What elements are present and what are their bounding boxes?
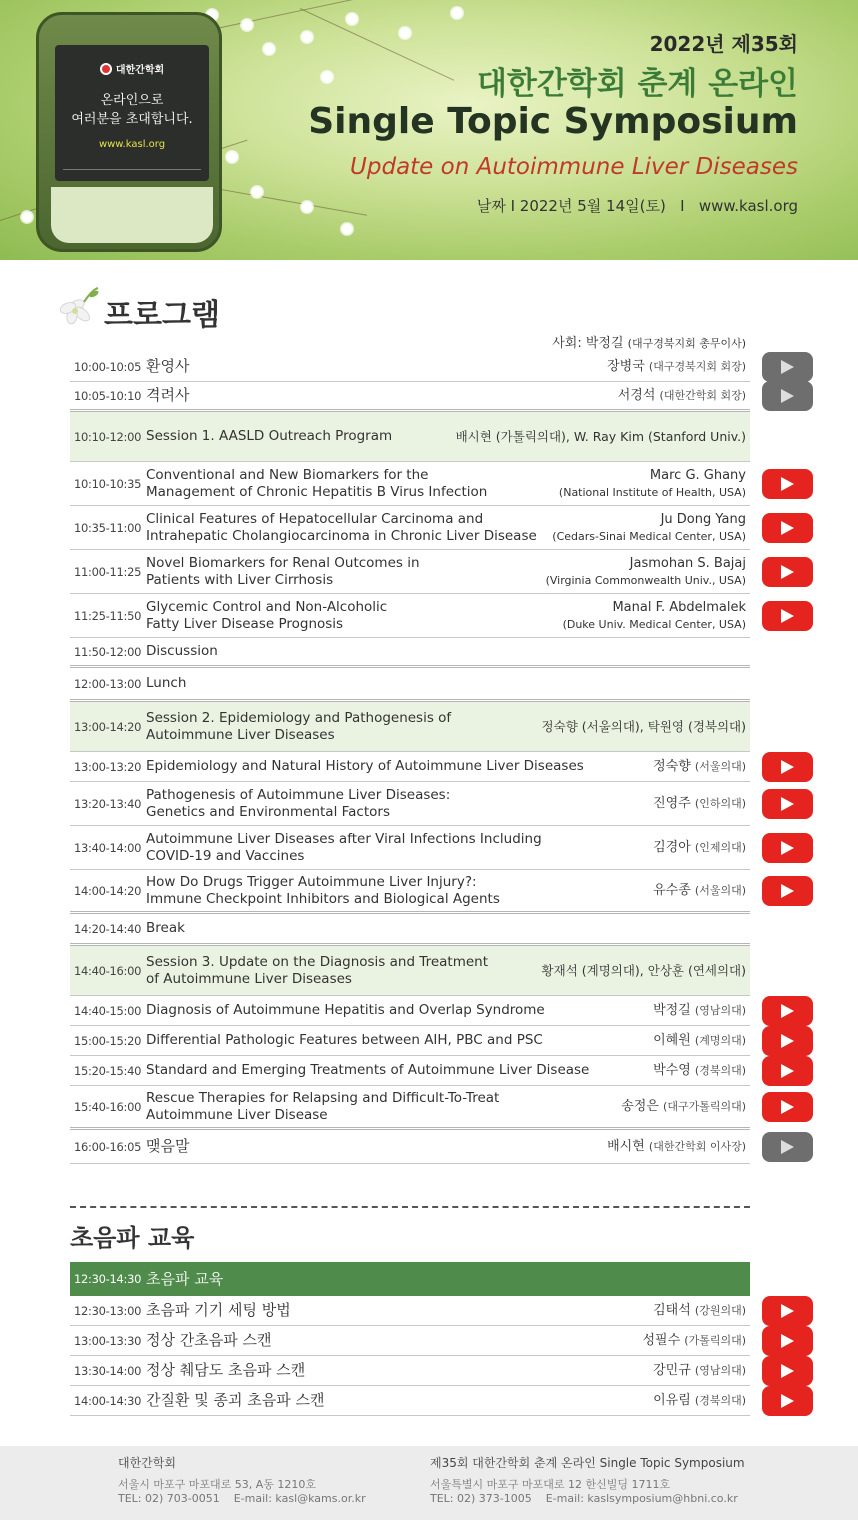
speaker-name: 진영주: [653, 796, 691, 811]
play-video-button[interactable]: [762, 789, 813, 819]
talk-title-line2: Autoimmune Liver Diseases: [146, 726, 335, 743]
talk-title: [146, 1392, 653, 1409]
session-row: [70, 702, 750, 752]
play-video-button[interactable]: [762, 352, 813, 382]
time-slot: 16:00-16:05: [74, 1139, 142, 1154]
talk-title-line1: 정상 간초음파 스캔: [146, 1331, 272, 1349]
talk-title-line1: 맺음말: [146, 1137, 190, 1155]
time-slot: 14:20-14:40: [74, 921, 142, 936]
play-icon: [781, 609, 794, 623]
talk-title-line1: Session 3. Update on the Diagnosis and Treatment: [146, 953, 489, 970]
talk-title: [146, 1090, 621, 1124]
talk-title-line1: Rescue Therapies for Relapsing and Difficult-To-Treat: [146, 1089, 500, 1106]
time-slot: 12:00-13:00: [74, 676, 142, 691]
speaker: [653, 758, 750, 775]
play-video-button[interactable]: [762, 1092, 813, 1122]
phone-logo: [55, 61, 209, 76]
talk-title: [146, 428, 456, 445]
speaker-name: 서경석: [617, 388, 656, 403]
talk-title: [146, 1271, 750, 1288]
speaker-affiliation: (서울의대): [694, 884, 746, 897]
table-row: [70, 1026, 750, 1056]
speaker-affiliation: (Duke Univ. Medical Center, USA): [562, 617, 746, 631]
time-slot: 10:10-12:00: [74, 429, 142, 444]
speaker: [621, 1098, 750, 1115]
speaker-affiliation: (경북의대): [694, 1394, 746, 1407]
speaker-name: 성필수: [642, 1333, 681, 1348]
speaker: [653, 1002, 750, 1019]
phone-message-line1: 온라인으로: [100, 93, 164, 108]
speaker: [559, 467, 750, 501]
speaker-name: 배시현 (가톨릭의대), W. Ray Kim (Stanford Univ.): [455, 429, 746, 444]
table-row: [70, 1296, 750, 1326]
speaker-name: 강민규: [653, 1363, 691, 1378]
session-row: [70, 412, 750, 462]
talk-title: [146, 1032, 653, 1049]
footer-secretariat: [430, 1456, 745, 1506]
table-row: [70, 826, 750, 870]
play-video-button[interactable]: [762, 513, 813, 543]
speaker: [563, 599, 750, 633]
speaker-name: 유수종: [653, 883, 691, 898]
talk-title-line1: 환영사: [146, 357, 190, 375]
talk-title-line2: Immune Checkpoint Inhibitors and Biological Agents: [146, 890, 500, 907]
moderator: [552, 332, 746, 351]
talk-title: [146, 358, 607, 375]
speaker-affiliation: (가톨릭의대): [684, 1334, 746, 1347]
talk-title-line1: 초음파 교육: [146, 1269, 224, 1288]
play-icon: [781, 1304, 794, 1318]
talk-title: [146, 874, 653, 908]
footer-kasl: [118, 1456, 366, 1506]
time-slot: 13:30-14:00: [74, 1363, 142, 1378]
time-slot: 11:50-12:00: [74, 644, 142, 659]
time-slot: 14:40-16:00: [74, 963, 142, 978]
speaker-affiliation: (인제의대): [694, 841, 746, 854]
talk-title-line1: Autoimmune Liver Diseases after Viral Infections Including: [146, 830, 542, 847]
table-row: [70, 668, 750, 702]
speaker-affiliation: (계명의대): [694, 1034, 746, 1047]
speaker: [653, 1362, 750, 1379]
play-video-button[interactable]: [762, 1026, 813, 1056]
talk-title-line2: Fatty Liver Disease Prognosis: [146, 615, 344, 632]
talk-title-line1: Standard and Emerging Treatments of Autoimmune Liver Disease: [146, 1062, 590, 1078]
moderator-name: 사회: 박정길: [552, 336, 624, 351]
play-video-button[interactable]: [762, 1056, 813, 1086]
table-row: [70, 462, 750, 506]
talk-title-line1: 격려사: [146, 386, 190, 404]
time-slot: 13:40-14:00: [74, 840, 142, 855]
speaker-name: 황재석 (계명의대), 안상훈 (연세의대): [541, 963, 746, 978]
time-slot: 11:25-11:50: [74, 608, 142, 623]
talk-title-line1: 간질환 및 종괴 초음파 스캔: [146, 1391, 325, 1409]
talk-title: [146, 387, 618, 404]
blossom-icon: [340, 222, 354, 236]
talk-title: [146, 643, 750, 660]
play-video-button[interactable]: [762, 557, 813, 587]
talk-title: [146, 1138, 607, 1155]
time-slot: 14:00-14:20: [74, 883, 142, 898]
time-slot: 14:00-14:30: [74, 1393, 142, 1408]
speaker: [456, 428, 750, 445]
talk-title: [146, 1002, 653, 1019]
table-row: [70, 1262, 750, 1296]
talk-title-line2: Management of Chronic Hepatitis B Virus Infection: [146, 483, 488, 500]
talk-title-line2: Patients with Liver Cirrhosis: [146, 571, 334, 588]
speaker-affiliation: (영남의대): [694, 1004, 746, 1017]
header-banner: [0, 0, 858, 260]
blossom-icon: [240, 18, 254, 32]
table-row: [70, 506, 750, 550]
talk-title: [146, 1332, 642, 1349]
time-slot: 15:40-16:00: [74, 1099, 142, 1114]
talk-title-line1: Discussion: [146, 643, 218, 659]
speaker: [642, 1332, 750, 1349]
play-video-button[interactable]: [762, 1326, 813, 1356]
talk-title: [146, 1362, 653, 1379]
session-row: [70, 946, 750, 996]
ultrasound-title: 초음파 교육: [70, 1224, 195, 1252]
play-icon: [781, 389, 794, 403]
talk-title: [146, 920, 750, 937]
play-icon: [781, 841, 794, 855]
play-video-button[interactable]: [762, 1296, 813, 1326]
speaker-name: Marc G. Ghany: [649, 467, 746, 483]
speaker-name: 정숙향: [653, 759, 691, 774]
speaker: [618, 387, 750, 404]
blossom-icon: [300, 30, 314, 44]
speaker-name: 박정길: [653, 1003, 691, 1018]
talk-title: [146, 599, 563, 633]
speaker-name: 박수영: [653, 1063, 691, 1078]
time-slot: 10:10-10:35: [74, 476, 142, 491]
speaker-name: 이혜원: [653, 1033, 691, 1048]
time-slot: 10:35-11:00: [74, 520, 142, 535]
blossom-icon: [250, 185, 264, 199]
speaker: [542, 718, 750, 735]
footer-kasl-name: 대한간학회: [118, 1456, 176, 1470]
time-slot: 13:00-13:20: [74, 759, 142, 774]
talk-title: [146, 1062, 653, 1079]
play-icon: [781, 1364, 794, 1378]
table-row: [70, 594, 750, 638]
kasl-logo-icon: [100, 63, 112, 75]
table-row: [70, 1056, 750, 1086]
blossom-icon: [450, 6, 464, 20]
play-video-button[interactable]: [762, 752, 813, 782]
time-slot: 13:20-13:40: [74, 796, 142, 811]
play-icon: [781, 884, 794, 898]
table-row: [70, 782, 750, 826]
speaker: [653, 882, 750, 899]
blossom-icon: [262, 42, 276, 56]
event-subtitle: Update on Autoimmune Liver Diseases: [350, 154, 798, 180]
talk-title-line1: Differential Pathologic Features between AIH, PBC and PSC: [146, 1032, 543, 1048]
talk-title: [146, 710, 542, 744]
event-title-korean: 대한간학회 춘계 온라인: [476, 66, 798, 102]
speaker-name: 배시현: [607, 1139, 645, 1154]
table-row: [70, 752, 750, 782]
speaker: [607, 1138, 750, 1155]
table-row: [70, 1130, 750, 1164]
speaker-affiliation: (대구경북지회 회장): [648, 360, 746, 373]
talk-title: [146, 787, 653, 821]
table-row: [70, 1326, 750, 1356]
talk-title-line1: Clinical Features of Hepatocellular Carcinoma and: [146, 510, 484, 527]
table-row: [70, 550, 750, 594]
event-date: 날짜 I 2022년 5월 14일(토) I www.kasl.org: [476, 197, 798, 215]
speaker: [653, 795, 750, 812]
speaker-affiliation: (National Institute of Health, USA): [558, 485, 746, 499]
phone-illustration: [36, 12, 222, 252]
phone-message-line2: 여러분을 초대합니다.: [71, 112, 193, 127]
time-slot: 10:00-10:05: [74, 359, 142, 374]
speaker-name: Ju Dong Yang: [660, 511, 746, 527]
table-row: [70, 996, 750, 1026]
play-video-button[interactable]: [762, 381, 813, 411]
speaker: [552, 511, 750, 545]
time-slot: 13:00-14:20: [74, 719, 142, 734]
event-edition: 2022년 제35회: [649, 32, 798, 56]
talk-title-line2: Intrahepatic Cholangiocarcinoma in Chronic Liver Disease: [146, 527, 537, 544]
speaker: [653, 1392, 750, 1409]
section-divider: [70, 1206, 750, 1208]
talk-title-line1: Glycemic Control and Non-Alcoholic: [146, 598, 388, 615]
table-row: [70, 638, 750, 668]
program-table: [70, 352, 750, 1164]
play-icon: [781, 1334, 794, 1348]
speaker-affiliation: (서울의대): [694, 760, 746, 773]
talk-title: [146, 555, 546, 589]
footer-kasl-address: 서울시 마포구 마포대로 53, A동 1210호: [118, 1478, 317, 1491]
play-icon: [781, 521, 794, 535]
play-icon: [781, 477, 794, 491]
play-video-button[interactable]: [762, 469, 813, 499]
talk-title-line2: Genetics and Environmental Factors: [146, 803, 390, 820]
table-row: [70, 1086, 750, 1130]
play-icon: [781, 1064, 794, 1078]
play-icon: [781, 1140, 794, 1154]
talk-title-line1: Session 2. Epidemiology and Pathogenesis of: [146, 709, 452, 726]
time-slot: 12:30-13:00: [74, 1303, 142, 1318]
footer-secretariat-contact: TEL: 02) 373-1005 E-mail: kaslsymposium@hbni.co.kr: [430, 1492, 738, 1505]
speaker-affiliation: (강원의대): [694, 1304, 746, 1317]
blossom-icon: [300, 200, 314, 214]
moderator-affiliation: (대구경북지회 총무이사): [627, 337, 746, 350]
time-slot: 11:00-11:25: [74, 564, 142, 579]
speaker-affiliation: (인하의대): [694, 797, 746, 810]
blossom-icon: [398, 26, 412, 40]
speaker: [653, 839, 750, 856]
play-video-button[interactable]: [762, 833, 813, 863]
phone-screen: [55, 45, 209, 181]
talk-title: [146, 675, 750, 692]
ultrasound-table: [70, 1262, 750, 1416]
talk-title-line1: Conventional and New Biomarkers for the: [146, 466, 429, 483]
speaker-name: Manal F. Abdelmalek: [612, 599, 746, 615]
play-icon: [781, 1394, 794, 1408]
play-video-button[interactable]: [762, 996, 813, 1026]
time-slot: 10:05-10:10: [74, 388, 142, 403]
player-controls-icon: [63, 169, 201, 175]
speaker-affiliation: (경북의대): [694, 1064, 746, 1077]
play-icon: [781, 565, 794, 579]
table-row: [70, 382, 750, 412]
time-slot: 14:40-15:00: [74, 1003, 142, 1018]
speaker-name: 이유림: [653, 1393, 691, 1408]
phone-message: [55, 91, 209, 129]
talk-title-line1: Novel Biomarkers for Renal Outcomes in: [146, 554, 420, 571]
speaker-affiliation: (대구가톨릭의대): [663, 1100, 746, 1113]
play-icon: [781, 1100, 794, 1114]
talk-title: [146, 954, 542, 988]
play-video-button[interactable]: [762, 876, 813, 906]
program-title: 프로그램: [104, 298, 220, 333]
talk-title-line1: Session 1. AASLD Outreach Program: [146, 428, 393, 444]
table-row: [70, 1356, 750, 1386]
speaker: [546, 555, 750, 589]
play-video-button[interactable]: [762, 601, 813, 631]
phone-url: www.kasl.org: [98, 139, 166, 150]
play-icon: [781, 1034, 794, 1048]
talk-title-line1: How Do Drugs Trigger Autoimmune Liver Injury?:: [146, 873, 477, 890]
table-row: [70, 914, 750, 946]
talk-title-line1: Break: [146, 920, 185, 936]
talk-title-line1: Diagnosis of Autoimmune Hepatitis and Overlap Syndrome: [146, 1002, 545, 1018]
play-icon: [781, 360, 794, 374]
speaker-name: Jasmohan S. Bajaj: [629, 555, 746, 571]
time-slot: 15:20-15:40: [74, 1063, 142, 1078]
play-icon: [781, 760, 794, 774]
talk-title: [146, 1302, 653, 1319]
speaker-name: 정숙향 (서울의대), 탁원영 (경북의대): [541, 719, 746, 734]
talk-title-line1: Pathogenesis of Autoimmune Liver Diseases:: [146, 786, 451, 803]
speaker: [607, 358, 750, 375]
table-row: [70, 1386, 750, 1416]
speaker-name: 김경아: [653, 840, 691, 855]
talk-title-line1: 초음파 기기 세팅 방법: [146, 1301, 291, 1319]
play-video-button[interactable]: [762, 1386, 813, 1416]
footer-secretariat-address: 서울특별시 마포구 마포대로 12 한신빌딩 1711호: [430, 1478, 671, 1491]
talk-title-line1: Lunch: [146, 675, 187, 691]
flower-icon: [58, 284, 102, 330]
footer-kasl-contact: TEL: 02) 703-0051 E-mail: kasl@kams.or.kr: [118, 1492, 366, 1505]
play-icon: [781, 1004, 794, 1018]
play-icon: [781, 797, 794, 811]
footer-secretariat-name: 제35회 대한간학회 춘계 온라인 Single Topic Symposium: [430, 1456, 745, 1470]
time-slot: 12:30-14:30: [74, 1272, 142, 1286]
phone-base: [51, 187, 213, 243]
speaker-affiliation: (Cedars-Sinai Medical Center, USA): [552, 529, 746, 543]
talk-title: [146, 758, 653, 775]
talk-title: [146, 831, 653, 865]
speaker-affiliation: (대한간학회 회장): [659, 389, 746, 402]
talk-title-line1: 정상 췌담도 초음파 스캔: [146, 1361, 306, 1379]
speaker: [653, 1302, 750, 1319]
speaker: [542, 962, 750, 979]
blossom-icon: [345, 12, 359, 26]
speaker-name: 송정은: [621, 1099, 659, 1114]
time-slot: 15:00-15:20: [74, 1033, 142, 1048]
phone-logo-text: 대한간학회: [115, 65, 165, 76]
play-video-button[interactable]: [762, 1132, 813, 1162]
talk-title-line2: Autoimmune Liver Disease: [146, 1106, 328, 1123]
time-slot: 13:00-13:30: [74, 1333, 142, 1348]
table-row: [70, 870, 750, 914]
talk-title-line2: COVID-19 and Vaccines: [146, 847, 305, 864]
blossom-icon: [225, 150, 239, 164]
speaker: [653, 1062, 750, 1079]
speaker-name: 장병국: [607, 359, 645, 374]
table-row: [70, 352, 750, 382]
talk-title-line2: of Autoimmune Liver Diseases: [146, 970, 352, 987]
speaker-affiliation: (Virginia Commonwealth Univ., USA): [545, 573, 746, 587]
talk-title-line1: Epidemiology and Natural History of Autoimmune Liver Diseases: [146, 758, 584, 774]
speaker-name: 김태석: [653, 1303, 691, 1318]
speaker: [653, 1032, 750, 1049]
event-title-english: Single Topic Symposium: [308, 101, 798, 142]
speaker-affiliation: (대한간학회 이사장): [648, 1140, 746, 1153]
blossom-icon: [20, 210, 34, 224]
talk-title: [146, 467, 559, 501]
talk-title: [146, 511, 552, 545]
play-video-button[interactable]: [762, 1356, 813, 1386]
speaker-affiliation: (영남의대): [694, 1364, 746, 1377]
footer: [0, 1446, 858, 1520]
blossom-icon: [320, 70, 334, 84]
